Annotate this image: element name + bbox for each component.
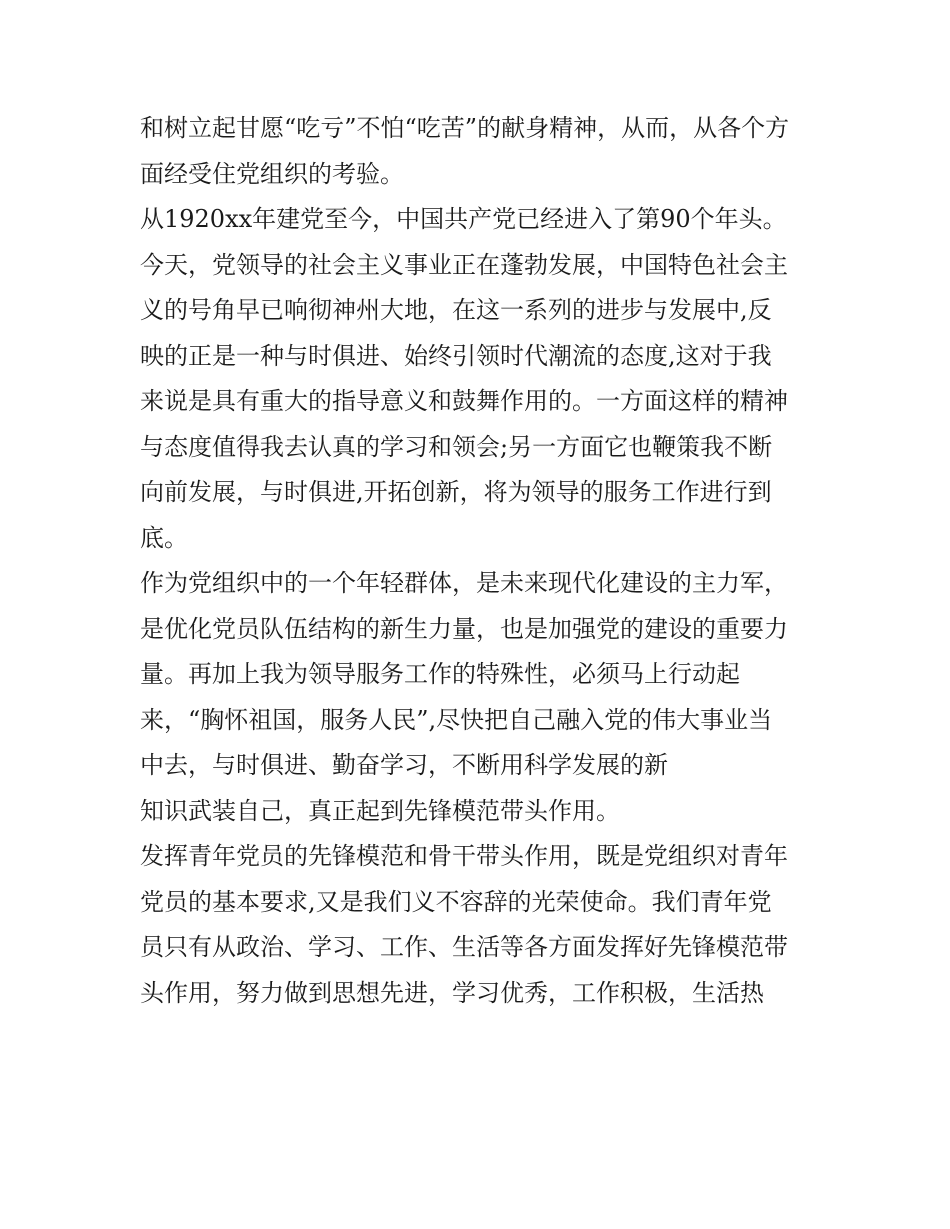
text-line: 来说是具有重大的指导意义和鼓舞作用的。一方面这样的精神 [140,387,788,415]
document-body [140,106,830,1016]
text-line: 头作用，努力做到思想先进，学习优秀，工作积极，生活热 [140,978,764,1007]
text-line: 面经受住党组织的考验。 [140,159,404,188]
text-line: 向前发展，与时俱进,开拓创新，将为领导的服务工作进行到 [140,478,772,506]
text-line: 党员的基本要求,又是我们义不容辞的光荣使命。我们青年党 [140,887,772,916]
text-line: 今天，党领导的社会主义事业正在蓬勃发展，中国特色社会主 [140,250,788,279]
text-line: 员只有从政治、学习、工作、生活等各方面发挥好先锋模范带 [140,933,788,961]
text-line: 知识武装自己，真正起到先锋模范带头作用。 [140,796,620,825]
text-line: 作为党组织中的一个年轻群体，是未来现代化建设的主力军， [140,569,788,597]
text-line: 是优化党员队伍结构的新生力量，也是加强党的建设的重要力 [140,614,788,643]
text-line: 和树立起甘愿“吃亏”不怕“吃苦”的献身精神，从而，从各个方 [140,114,790,142]
text-line: 从1920xx年建党至今，中国共产党已经进入了第90个年头。 [140,205,787,233]
text-line: 发挥青年党员的先锋模范和骨干带头作用，既是党组织对青年 [140,842,788,870]
text-line: 底。 [140,523,188,552]
text-line: 量。再加上我为领导服务工作的特殊性，必须马上行动起 [140,660,740,688]
text-line: 中去，与时俱进、勤奋学习，不断用科学发展的新 [140,751,668,779]
text-line: 映的正是一种与时俱进、始终引领时代潮流的态度,这对于我 [140,341,772,370]
text-line: 来，“胸怀祖国，服务人民”,尽快把自己融入党的伟大事业当 [140,705,773,734]
text-line: 与态度值得我去认真的学习和领会;另一方面它也鞭策我不断 [140,432,773,461]
text-line: 义的号角早已响彻神州大地，在这一系列的进步与发展中,反 [140,296,772,324]
